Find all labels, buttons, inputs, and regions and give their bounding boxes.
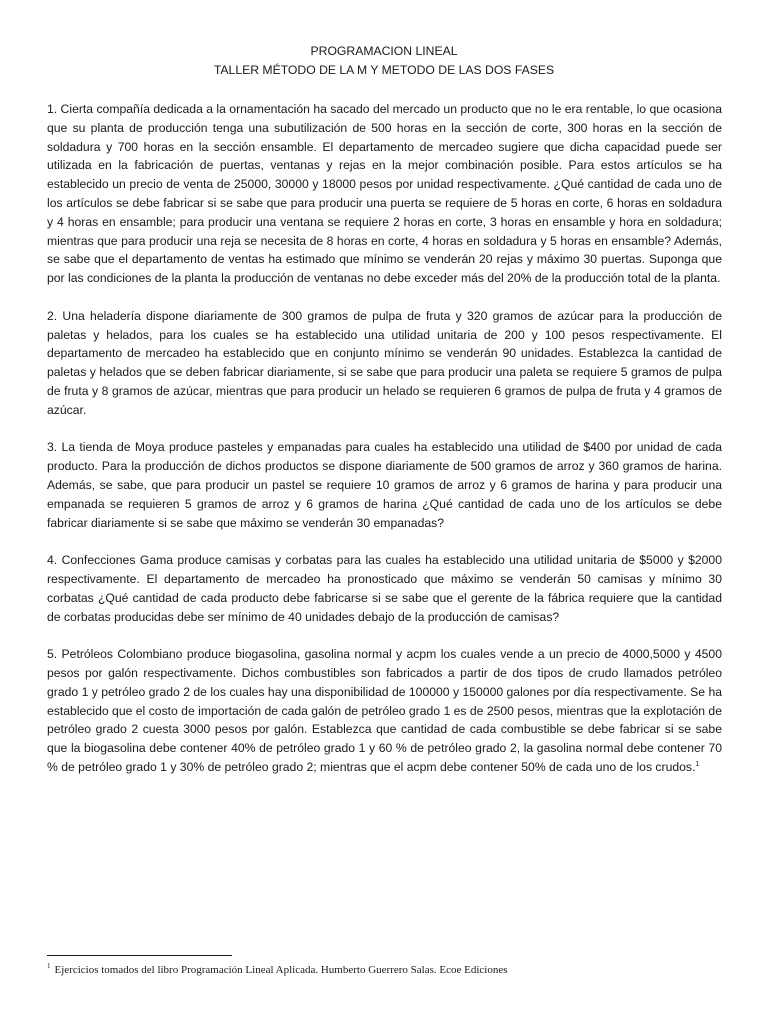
problem-2: 2. Una heladería dispone diariamente de 300 gramos de pulpa de fruta y 320 gramos de azúcar para la producción de paletas y helados, para los cuales se ha establecido una utilidad unitaria de 200 y 100 pesos respectivamente. El departamento de mercadeo ha establecido que en conjunto mínimo se venderán 90 unidades. Establezca la cantidad de paletas y helados que se deben fabricar diariamente, si se sabe que para producir una paleta se requiere 5 gramos de pulpa de fruta y 8 gramos de azúcar, mientras que para producir un helado se requieren 6 gramos de pulpa de fruta y 4 gramos de azúcar.	[47, 308, 722, 417]
problem-list	[47, 100, 722, 795]
footnote-mark: 1	[47, 962, 51, 971]
document-header	[0, 42, 768, 80]
problem-5	[47, 645, 722, 777]
problem-5-text: 5. Petróleos Colombiano produce biogasolina, gasolina normal y acpm los cuales vende a un precio de 4000,5000 y 4500 pesos por galón respectivamente. Dichos combustibles son fabricados a partir de dos tipos de crudo llamados petróleo grado 1 y petróleo grado 2 de los cuales hay una disponibilidad de 100000 y 150000 galones por día respectivamente. Se ha establecido que el costo de importación de cada galón de petróleo grado 1 es de 2500 pesos, mientras que la explotación de petróleo grado 2 cuesta 3000 pesos por galón. Establezca que cantidad de cada combustible se debe fabricar si se sabe que la biogasolina debe contener 40% de petróleo grado 1 y 60 % de petróleo grado 2, la gasolina normal debe contener 70 % de petróleo grado 1 y 30% de petróleo grado 2; mientras que el acpm debe contener 50% de cada uno de los crudos.	[47, 647, 722, 774]
problem-3: 3. La tienda de Moya produce pasteles y empanadas para cuales ha establecido una utilidad de $400 por unidad de cada producto. Para la producción de dichos productos se dispone diariamente de 500 gramos de arroz y 360 gramos de harina. Además, se sabe, que para producir un pastel se requiere 10 gramos de arroz y 6 gramos de harina y para producir una empanada se requieren 5 gramos de arroz y 6 gramos de harina ¿Qué cantidad de cada uno de los artículos se debe fabricar diariamente si se sabe que máximo se venderán 30 empanadas?	[47, 440, 722, 530]
footnote-separator	[47, 955, 232, 956]
footnote-text: Ejercicios tomados del libro Programación Lineal Aplicada. Humberto Guerrero Salas. Ecoe Ediciones	[54, 964, 508, 976]
problem-1: 1. Cierta compañía dedicada a la ornamentación ha sacado del mercado un producto que no le era rentable, lo que ocasiona que su planta de producción tenga una subutilización de 500 horas en la sección de corte, 300 horas en la sección de soldadura y 700 horas en la sección ensamble. El departamento de mercadeo sugiere que dicha capacidad puede ser utilizada en la fabricación de puertas, ventanas y rejas en la mejor combinación posible. Para estos artículos se ha establecido un precio de venta de 25000, 30000 y 18000 pesos por unidad respectivamente. ¿Qué cantidad de cada uno de los artículos se debe fabricar si se sabe que para producir una puerta se requiere de 5 horas en corte, 6 horas en soldadura y 4 horas en ensamble; para producir una ventana se requiere 2 horas en corte, 3 horas en ensamble y hora en soldadura; mientras que para producir una reja se necesita de 8 horas en corte, 4 horas en soldadura y 5 horas en ensamble? Además, se sabe que el departamento de ventas ha estimado que mínimo se venderán 20 rejas y máximo 30 puertas. Suponga que por las condiciones de la planta la producción de ventanas no debe exceder más del 20% de la producción total de la planta.	[47, 102, 722, 286]
problem-4: 4. Confecciones Gama produce camisas y corbatas para las cuales ha establecido una utilidad unitaria de $5000 y $2000 respectivamente. El departamento de mercadeo ha pronosticado que máximo se venderán 50 camisas y mínimo 30 corbatas ¿Qué cantidad de cada producto debe fabricarse si se sabe que el gerente de la fábrica requiere que la cantidad de corbatas producidas debe ser mínimo de 40 unidades debajo de la producción de camisas?	[47, 553, 722, 624]
footnote-reference: 1	[695, 760, 700, 768]
footnote	[47, 962, 727, 978]
document-subtitle: TALLER MÉTODO DE LA M Y METODO DE LAS DOS FASES	[213, 63, 555, 77]
document-title: PROGRAMACION LINEAL	[310, 44, 458, 58]
